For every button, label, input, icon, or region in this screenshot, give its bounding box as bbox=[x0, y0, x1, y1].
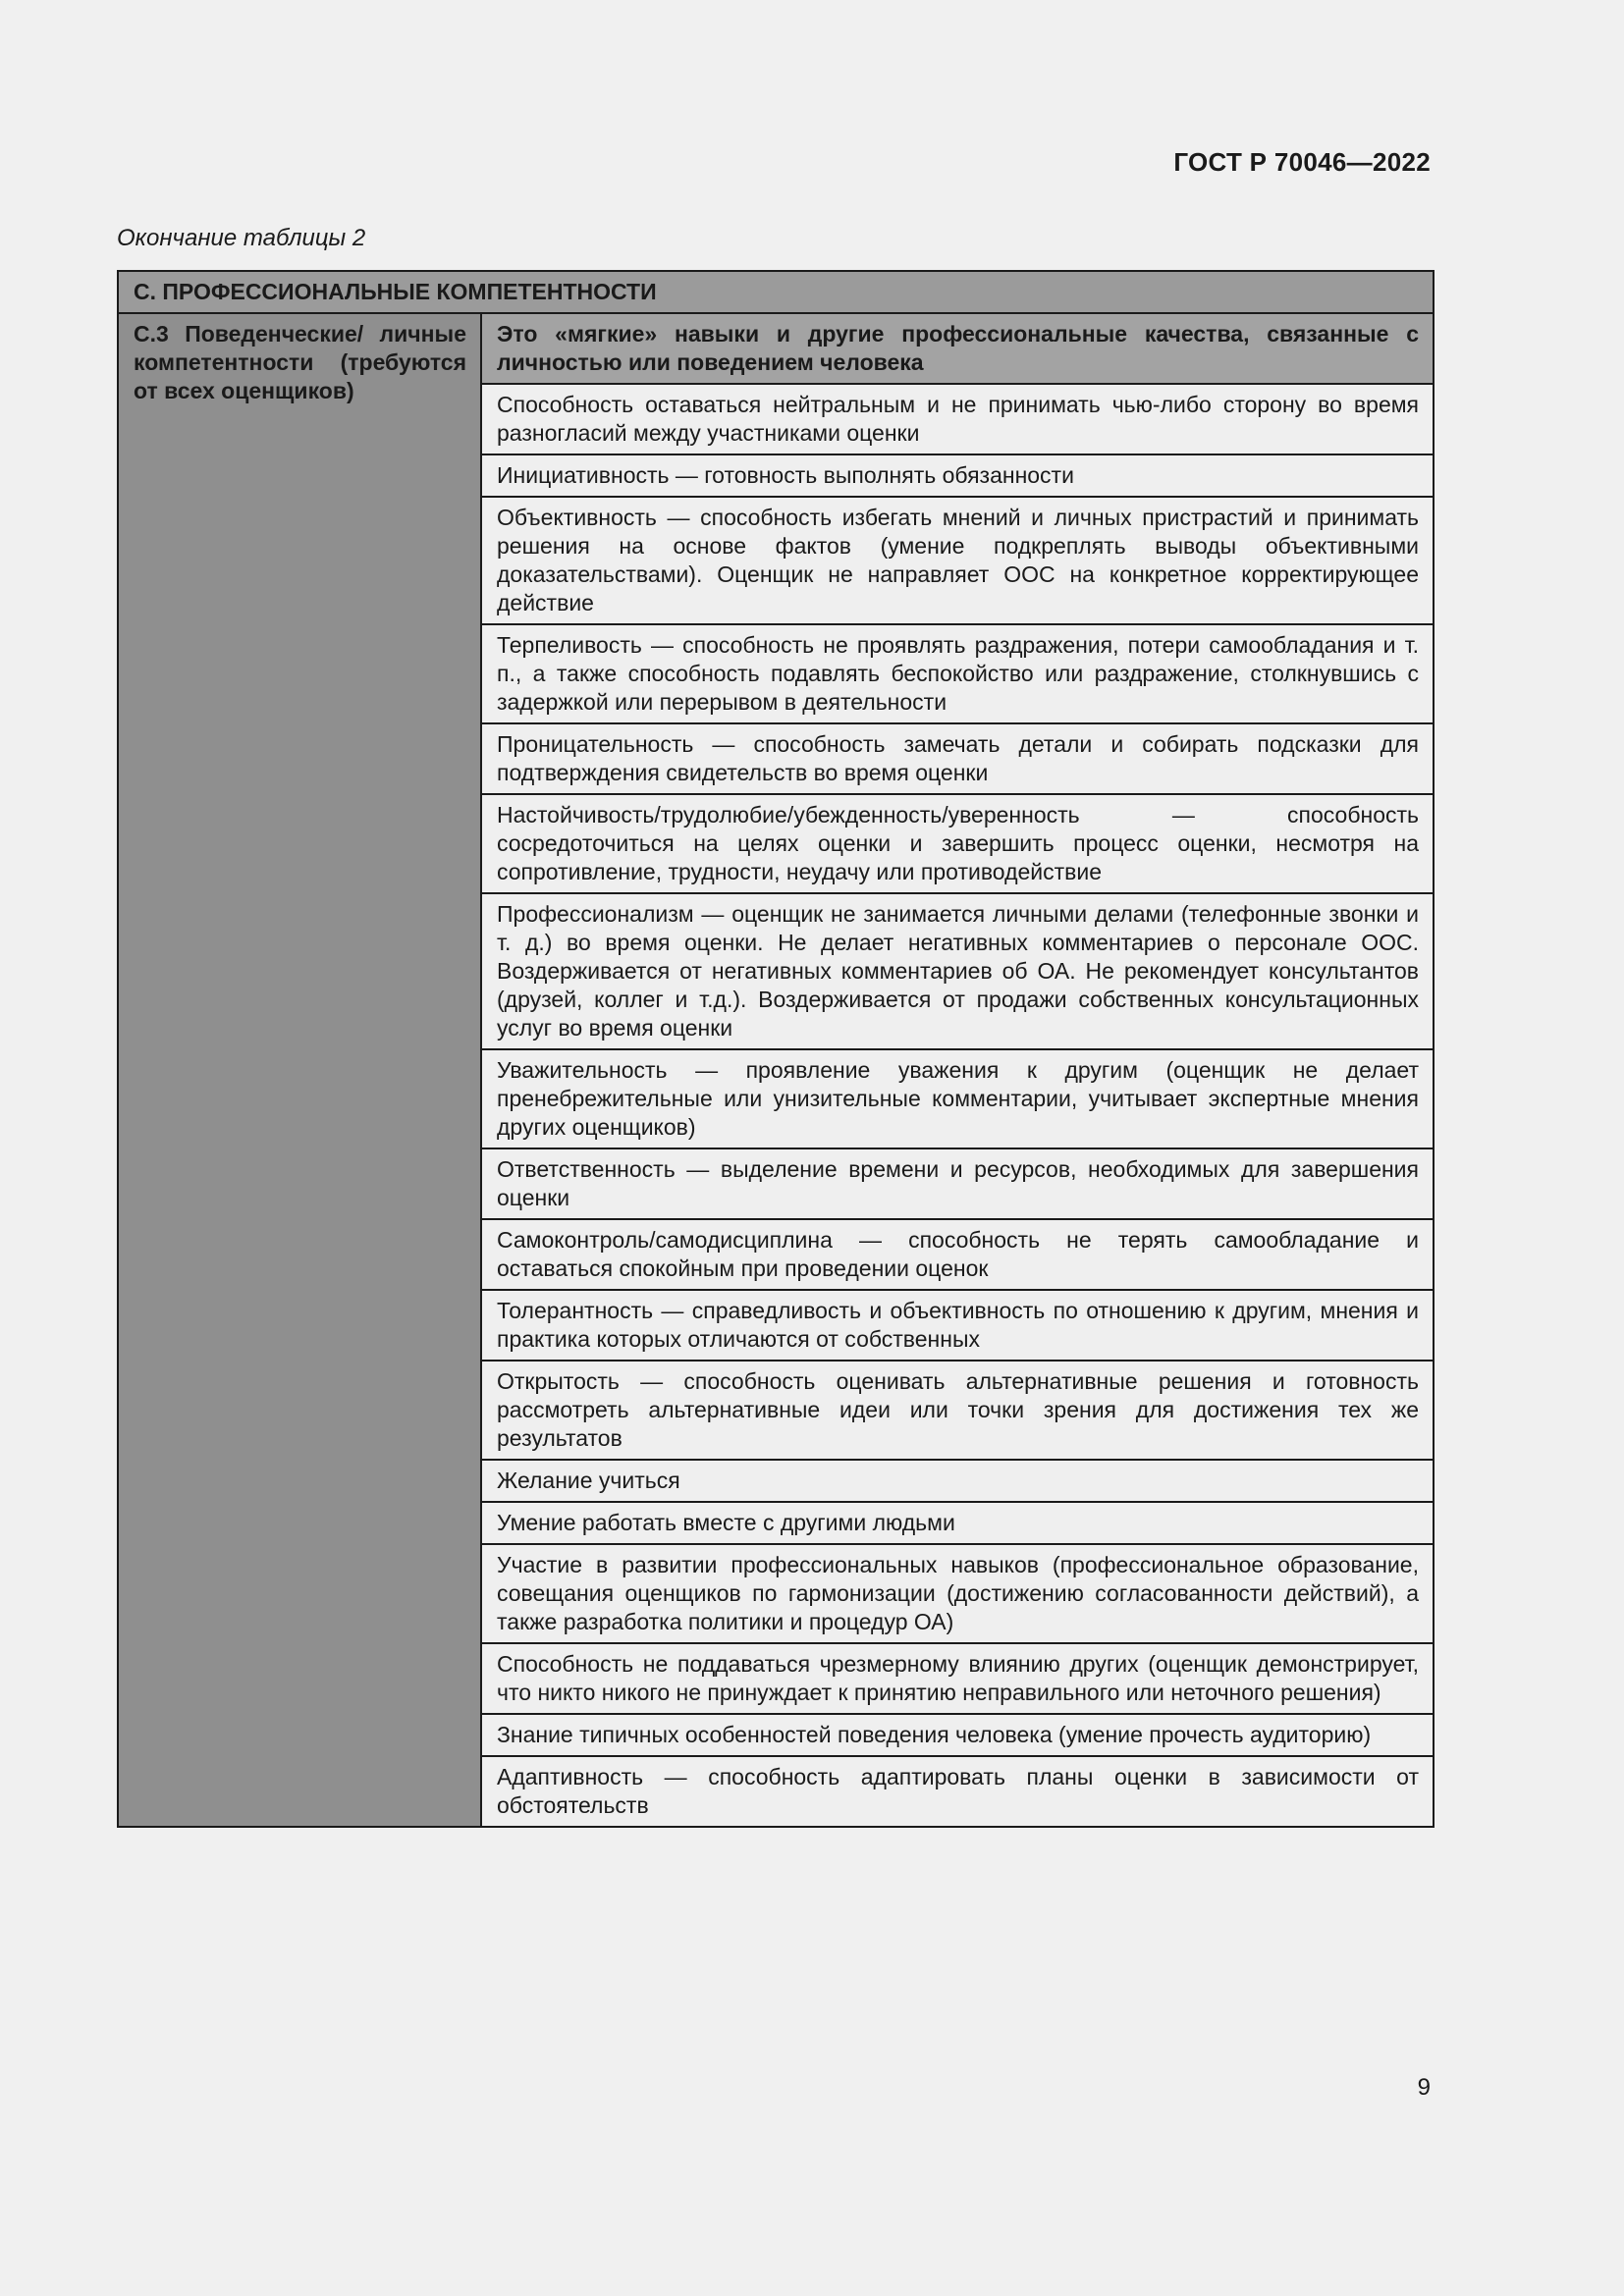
subsection-label: С.3 Поведенческие/ личные компетентности (требуются от всех оценщиков) bbox=[118, 313, 481, 1827]
competency-item: Уважительность — проявление уважения к другим (оценщик не делает пренебрежительные или унизительные комментарии, учитывает экспертные мнения других оценщиков) bbox=[481, 1049, 1434, 1148]
competency-item: Адаптивность — способность адаптировать планы оценки в зависимости от обстоятельств bbox=[481, 1756, 1434, 1827]
competency-item: Толерантность — справедливость и объективность по отношению к другим, мнения и практика которых отличаются от собственных bbox=[481, 1290, 1434, 1361]
document-code: ГОСТ Р 70046—2022 bbox=[1173, 147, 1431, 177]
intro-text: Это «мягкие» навыки и другие профессиональные качества, связанные с личностью или поведением человека bbox=[481, 313, 1434, 384]
section-header-row bbox=[118, 271, 1434, 313]
competencies-table bbox=[117, 270, 1435, 1828]
competency-item: Желание учиться bbox=[481, 1460, 1434, 1502]
competency-item: Участие в развитии профессиональных навыков (профессиональное образование, совещания оценщиков по гармонизации (достижению согласованности действий), а также разработка политики и процедур ОА) bbox=[481, 1544, 1434, 1643]
competency-item: Настойчивость/трудолюбие/убежденность/уверенность — способность сосредоточиться на целях оценки и завершить процесс оценки, несмотря на сопротивление, трудности, неудачу или противодействие bbox=[481, 794, 1434, 893]
competency-item: Способность не поддаваться чрезмерному влиянию других (оценщик демонстрирует, что никто никого не принуждает к принятию неправильного или неточного решения) bbox=[481, 1643, 1434, 1714]
section-title: С. ПРОФЕССИОНАЛЬНЫЕ КОМПЕТЕНТНОСТИ bbox=[118, 271, 1434, 313]
competency-item: Умение работать вместе с другими людьми bbox=[481, 1502, 1434, 1544]
competency-item: Ответственность — выделение времени и ресурсов, необходимых для завершения оценки bbox=[481, 1148, 1434, 1219]
competency-item: Проницательность — способность замечать детали и собирать подсказки для подтверждения свидетельств во время оценки bbox=[481, 723, 1434, 794]
competency-item: Профессионализм — оценщик не занимается личными делами (телефонные звонки и т. д.) во время оценки. Не делает негативных комментариев о персонале ООС. Воздерживается от негативных комментариев об ОА. Не рекомендует консультантов (друзей, коллег и т.д.). Воздерживается от продажи собственных консультационных услуг во время оценки bbox=[481, 893, 1434, 1049]
table-caption: Окончание таблицы 2 bbox=[117, 225, 366, 251]
table-row bbox=[118, 313, 1434, 384]
competency-item: Терпеливость — способность не проявлять раздражения, потери самообладания и т. п., а также способность подавлять беспокойство или раздражение, столкнувшись с задержкой или перерывом в деятельности bbox=[481, 624, 1434, 723]
competency-item: Инициативность — готовность выполнять обязанности bbox=[481, 454, 1434, 497]
competency-item: Объективность — способность избегать мнений и личных пристрастий и принимать решения на основе фактов (умение подкреплять выводы объективными доказательствами). Оценщик не направляет ООС на конкретное корректирующее действие bbox=[481, 497, 1434, 624]
competency-item: Способность оставаться нейтральным и не принимать чью-либо сторону во время разногласий между участниками оценки bbox=[481, 384, 1434, 454]
competency-item: Открытость — способность оценивать альтернативные решения и готовность рассмотреть альтернативные идеи или точки зрения для достижения тех же результатов bbox=[481, 1361, 1434, 1460]
page-number: 9 bbox=[1417, 2074, 1431, 2101]
competency-item: Самоконтроль/самодисциплина — способность не терять самообладание и оставаться спокойным при проведении оценок bbox=[481, 1219, 1434, 1290]
competency-item: Знание типичных особенностей поведения человека (умение прочесть аудиторию) bbox=[481, 1714, 1434, 1756]
